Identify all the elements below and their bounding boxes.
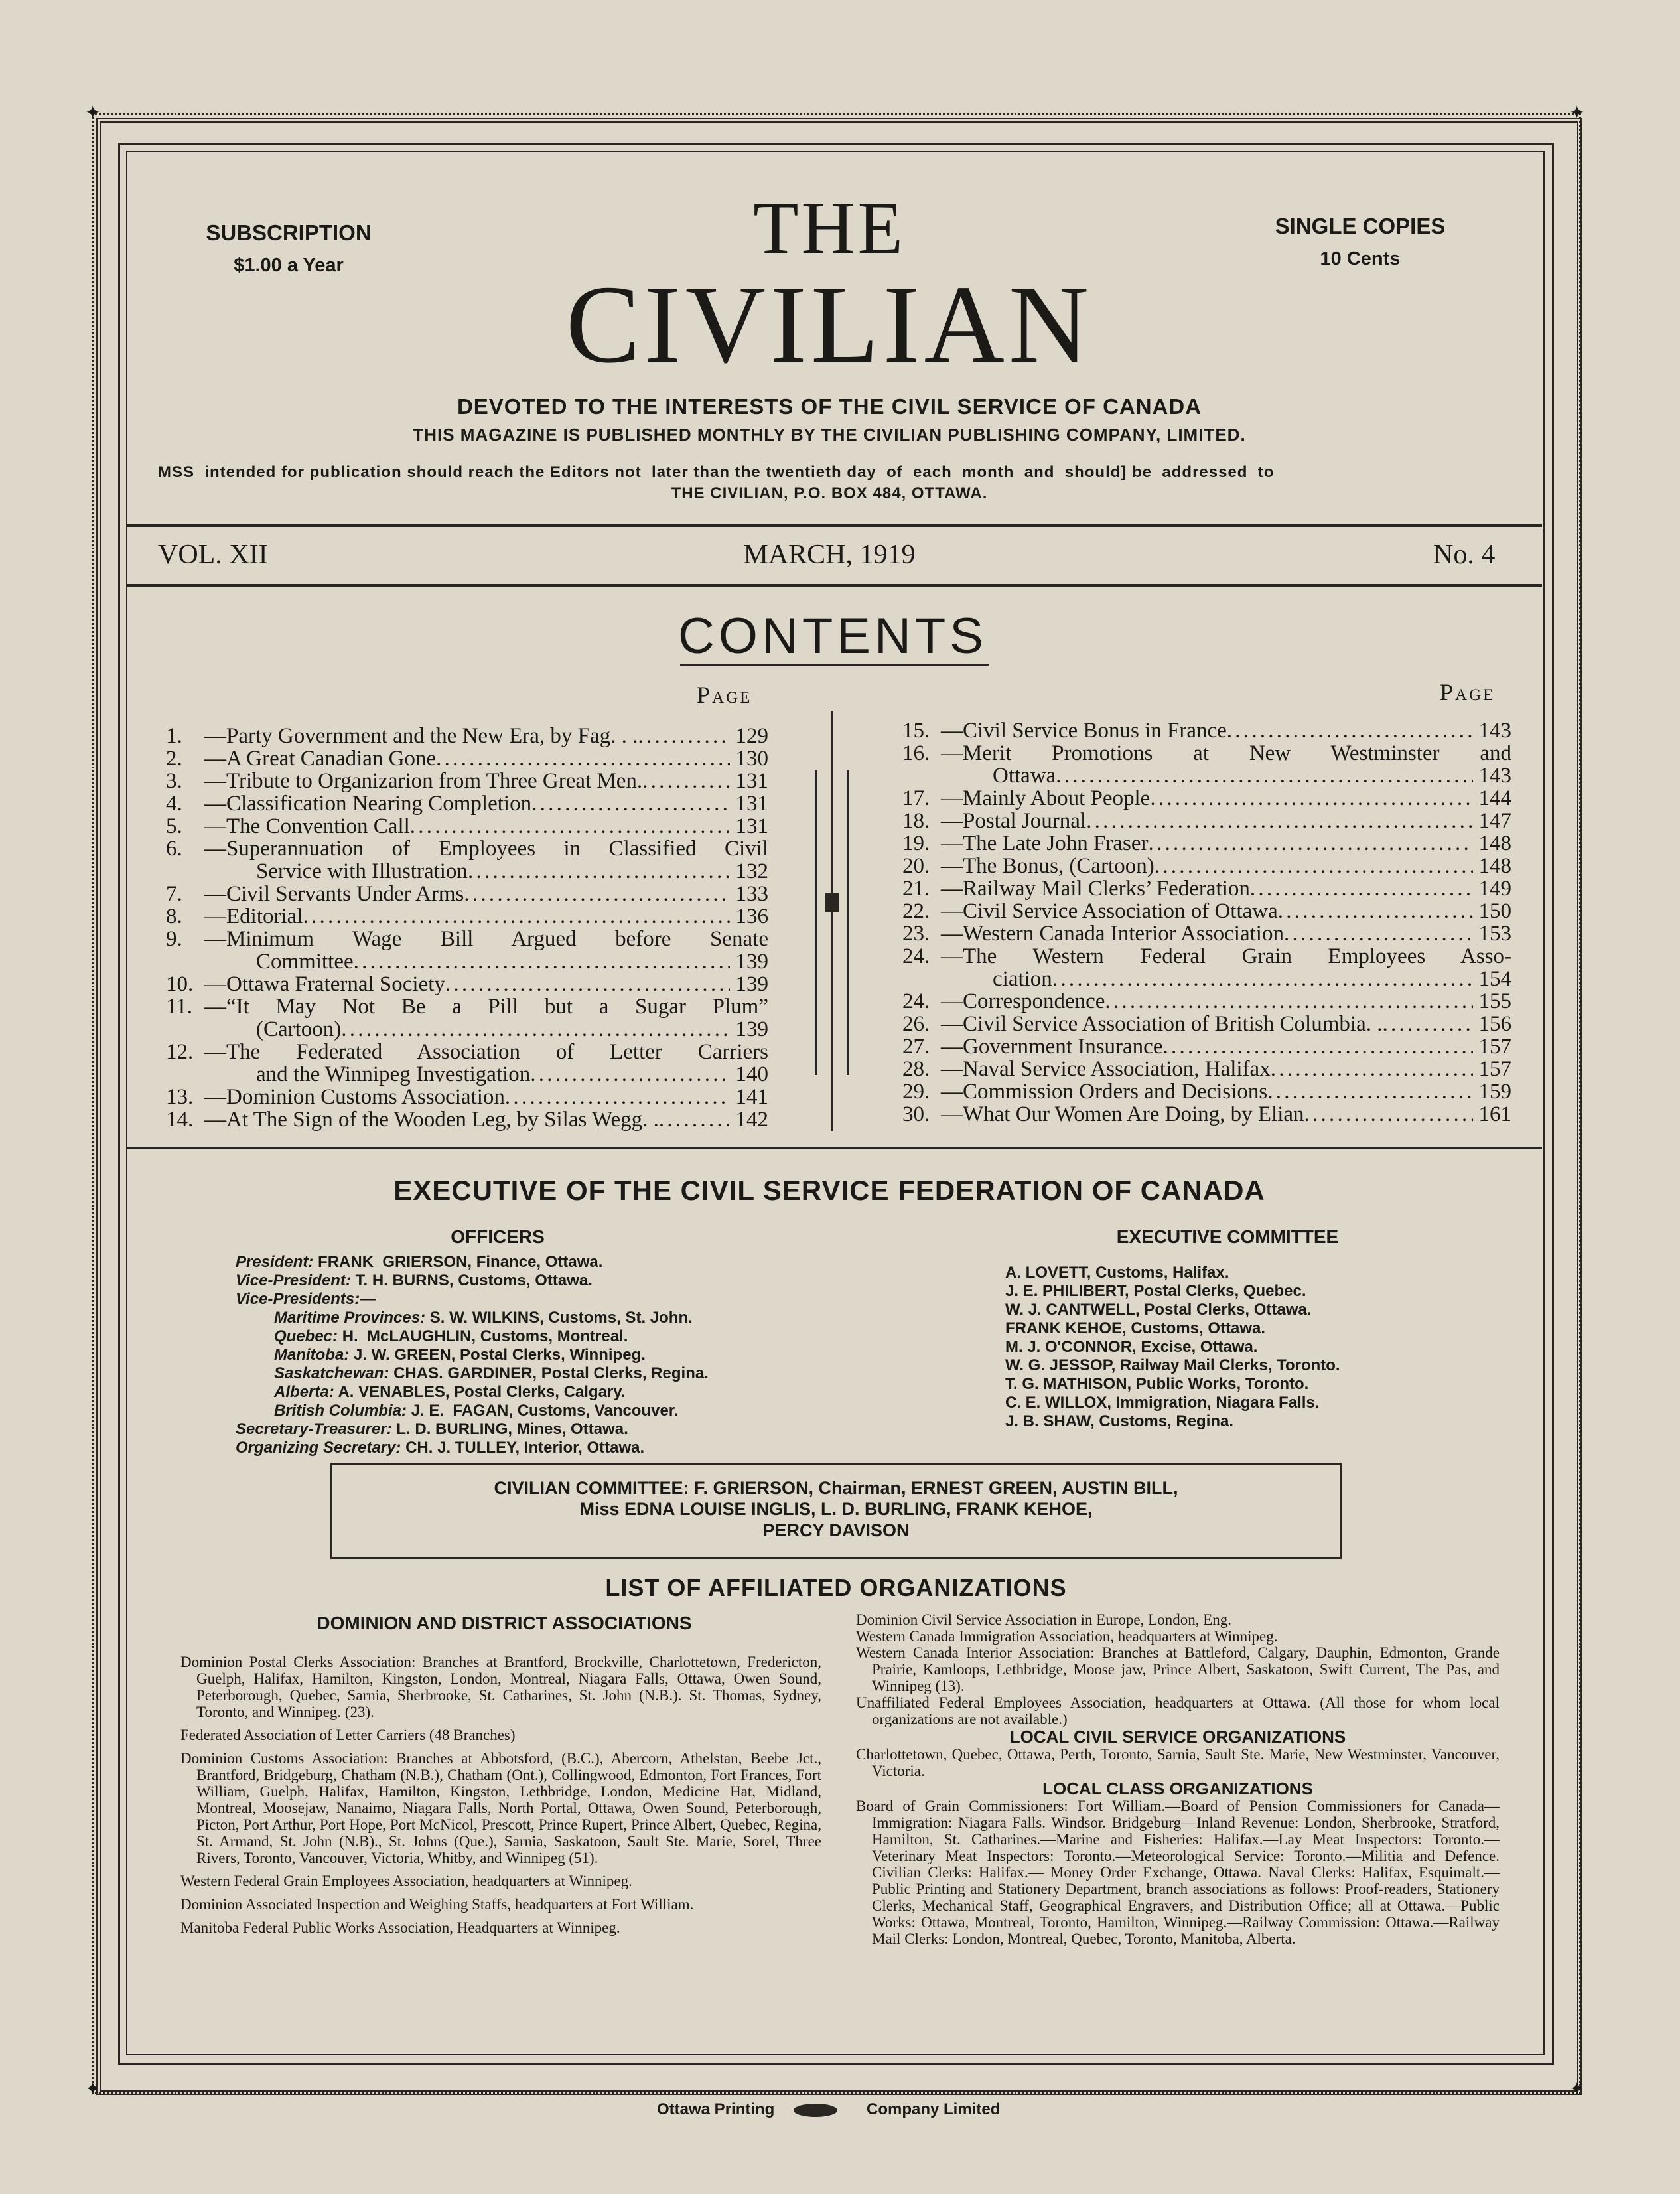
- contents-entry-page: 131: [735, 814, 768, 838]
- dominion-heading: DOMINION AND DISTRICT ASSOCIATIONS: [316, 1613, 692, 1633]
- contents-entry-title: —Civil Service Association of Ottawa: [941, 899, 1278, 923]
- officer-label: British Columbia:: [274, 1402, 407, 1420]
- divider: [126, 524, 1542, 527]
- leader-dots: [1227, 719, 1473, 742]
- leader-dots: [531, 792, 730, 815]
- civilian-committee-line: Miss EDNA LOUISE INGLIS, L. D. BURLING, FRANK KEHOE,: [579, 1499, 1093, 1519]
- contents-entry-title: —The Western Federal Grain Employees Asso-: [941, 944, 1511, 968]
- committee-member: M. J. O'CONNOR, Excise, Ottawa.: [1005, 1338, 1258, 1356]
- contents-entry: [166, 770, 768, 792]
- contents-entry: [902, 719, 1511, 742]
- contents-entry-number: 5.: [166, 814, 182, 838]
- executive-committee-list: [1005, 1264, 1509, 1431]
- masthead-title: CIVILIAN: [565, 263, 1093, 386]
- footer-left: Ottawa Printing: [657, 2100, 775, 2118]
- subscription-title: SUBSCRIPTION: [206, 220, 372, 245]
- leader-dots: [1149, 832, 1474, 855]
- leader-dots: [1250, 877, 1473, 900]
- contents-entry-title: —Naval Service Association, Halifax: [941, 1057, 1271, 1081]
- officer-value: T. H. BURNS, Customs, Ottawa.: [350, 1272, 593, 1289]
- committee-member: FRANK KEHOE, Customs, Ottawa.: [1005, 1319, 1266, 1337]
- officer-label: Quebec:: [274, 1327, 338, 1345]
- affiliated-entry: Dominion Civil Service Association in Europe, London, Eng.: [856, 1611, 1231, 1628]
- contents-entry-number: 6.: [166, 837, 182, 861]
- contents-entry-page: 140: [735, 1062, 768, 1086]
- affiliated-entry: Dominion Postal Clerks Association: Branches at Brantford, Brockville, Charlottetown, Fredericton, Guelph, Halifax, Hamilton, Kingston, London, Montreal, Niagara Falls, Ottawa, Owen Sound, Peterborough, Quebec, Sarnia, Sherbrooke, St. Catharines, St. John (N.B.). St. Thomas, Sydney, Toronto, and Winnipeg. (23).: [180, 1654, 821, 1720]
- page-label-left: Page: [697, 682, 752, 708]
- leader-dots: [642, 770, 730, 792]
- contents-entry-page: 149: [1478, 877, 1511, 901]
- officer-value: S. W. WILKINS, Customs, St. John.: [425, 1309, 693, 1327]
- executive-heading: EXECUTIVE OF THE CIVIL SERVICE FEDERATION OF CANADA: [393, 1175, 1265, 1206]
- contents-entry-number: 21.: [902, 877, 930, 901]
- contents-entry-number: 26.: [902, 1012, 930, 1036]
- contents-entry-title: —A Great Canadian Gone: [204, 747, 437, 770]
- contents-entry-number: 2.: [166, 747, 182, 770]
- contents-entry-title: —Merit Promotions at New Westminster and: [941, 741, 1511, 765]
- contents-left-column: [166, 725, 768, 1131]
- contents-underline: [680, 664, 989, 666]
- contents-entry: [166, 725, 768, 747]
- leader-dots: [505, 1086, 730, 1108]
- contents-entry: [902, 1035, 1511, 1058]
- contents-entry: [166, 950, 768, 973]
- leader-dots: [464, 883, 730, 905]
- contents-entry-title: —Railway Mail Clerks’ Federation: [941, 877, 1250, 901]
- contents-entry-number: 12.: [166, 1040, 194, 1064]
- contents-entry-number: 29.: [902, 1080, 930, 1104]
- committee-member: C. E. WILLOX, Immigration, Niagara Falls.: [1005, 1394, 1320, 1412]
- officers-heading: OFFICERS: [451, 1226, 545, 1247]
- contents-entry-title: —Civil Service Bonus in France: [941, 719, 1227, 743]
- leader-dots: [1105, 990, 1473, 1013]
- contents-entry: [902, 900, 1511, 922]
- subscription-price: $1.00 a Year: [234, 255, 344, 276]
- local-civil-heading: LOCAL CIVIL SERVICE ORGANIZATIONS: [1009, 1727, 1346, 1747]
- contents-entry-title: —Civil Servants Under Arms: [204, 882, 464, 906]
- volume: VOL. XII: [158, 540, 268, 570]
- affiliated-left-column: [180, 1654, 821, 1942]
- committee-member: A. LOVETT, Customs, Halifax.: [1005, 1264, 1229, 1281]
- contents-entry-number: 10.: [166, 972, 194, 996]
- officer-entry: [236, 1272, 886, 1290]
- contents-entry-title: —The Federated Association of Letter Carriers: [204, 1040, 768, 1064]
- contents-entry: [166, 995, 768, 1018]
- contents-entry-number: 27.: [902, 1035, 930, 1059]
- contents-entry-title: —Superannuation of Employees in Classified Civil: [204, 837, 768, 861]
- officer-entry: [236, 1364, 886, 1383]
- contents-entry-title: Ottawa: [993, 764, 1056, 788]
- contents-entry-title: —Minimum Wage Bill Argued before Senate: [204, 927, 768, 951]
- officer-label: President:: [236, 1253, 314, 1271]
- leader-dots: [468, 860, 730, 883]
- contents-entry: [902, 1103, 1511, 1126]
- contents-entry: [166, 1086, 768, 1108]
- corner-ornament-icon: ✦: [85, 103, 101, 123]
- contents-entry-page: 153: [1478, 922, 1511, 946]
- affiliated-entry: Western Federal Grain Employees Association, headquarters at Winnipeg.: [180, 1873, 632, 1889]
- leader-dots: [436, 747, 730, 770]
- contents-right-column: [902, 719, 1511, 1126]
- officer-value: H. McLAUGHLIN, Customs, Montreal.: [338, 1327, 628, 1345]
- affiliated-entry: Western Canada Interior Association: Branches at Battleford, Calgary, Dauphin, Edmonton, Grande Prairie, Kamloops, Lethbridge, Moose jaw, Prince Albert, Saskatoon, Swift Current, The Pas, and Winnipeg (13).: [856, 1645, 1500, 1694]
- contents-entry-number: 16.: [902, 741, 930, 765]
- officer-entry: [236, 1402, 886, 1420]
- contents-entry-page: 159: [1478, 1080, 1511, 1104]
- contents-entry-title: —Government Insurance: [941, 1035, 1163, 1059]
- subscription-block: [179, 220, 398, 277]
- officer-value: J. E. FAGAN, Customs, Vancouver.: [407, 1402, 679, 1420]
- leader-dots: [1284, 922, 1473, 945]
- contents-entry-title: (Cartoon): [256, 1017, 342, 1041]
- leader-dots: [1052, 968, 1473, 990]
- contents-entry-page: 143: [1478, 719, 1511, 743]
- footer-right: Company Limited: [867, 2100, 1001, 2118]
- contents-heading: CONTENTS: [678, 608, 987, 664]
- leader-dots: [659, 1108, 730, 1131]
- contents-entry: [902, 765, 1511, 787]
- contents-entry-title: Committee: [256, 950, 354, 974]
- contents-entry-page: 148: [1478, 832, 1511, 855]
- contents-entry: [166, 905, 768, 928]
- contents-entry-title: —Tribute to Organizarion from Three Great Men.: [204, 769, 643, 793]
- leader-dots: [354, 950, 730, 973]
- contents-entry-page: 150: [1478, 899, 1511, 923]
- leader-dots: [303, 905, 730, 928]
- center-rule: [847, 770, 849, 1075]
- contents-entry-title: Service with Illustration: [256, 859, 468, 883]
- affiliated-right-list: [856, 1611, 1500, 1727]
- contents-entry-page: 141: [735, 1085, 768, 1109]
- contents-entry: [166, 1108, 768, 1131]
- affiliated-entry: Manitoba Federal Public Works Association, Headquarters at Winnipeg.: [180, 1919, 620, 1936]
- contents-entry-page: 155: [1478, 989, 1511, 1013]
- contents-entry: [166, 1018, 768, 1041]
- affiliated-entry: Federated Association of Letter Carriers (48 Branches): [180, 1727, 516, 1743]
- contents-entry-number: 30.: [902, 1102, 930, 1126]
- leader-dots: [1162, 1035, 1473, 1058]
- contents-entry-number: 13.: [166, 1085, 194, 1109]
- contents-entry-number: 20.: [902, 854, 930, 878]
- contents-entry-page: 154: [1478, 967, 1511, 991]
- contents-entry-title: —Western Canada Interior Association: [941, 922, 1284, 946]
- contents-entry-page: 131: [735, 769, 768, 793]
- rule-ornament-icon: [825, 893, 839, 912]
- contents-entry-title: —Ottawa Fraternal Society: [204, 972, 445, 996]
- officer-label: Manitoba:: [274, 1346, 350, 1364]
- corner-ornament-icon: ✦: [1569, 103, 1585, 123]
- local-class-text: Board of Grain Commissioners: Fort William.—Board of Pension Commissioners for Canada—Immigration: Niagara Falls. Windsor. Bridgeburg—Inland Revenue: London, Sherbrooke, Stratford, Hamilton, St. Catharines.—Marine and Fisheries: Halifax.—Lay Meat Inspectors: Toronto.—Veterinary Meat Inspectors: Toronto.—Meteorological Service: Toronto.—Militia and Defence. Civilian Clerks: Halifax.— Money Order Exchange, Ottawa. Naval Clerks: Halifax, Esquimalt.—Public Printing and Stationery Department, branch associations as follows: Proof-readers, Stationery Clerks, Mechanical Staff, Geographical Engravers, and Distribution Office; all at Ottawa.—Public Works: Ottawa, Montreal, Toronto, Hamilton, Winnipeg.—Railway Commission: Ottawa.—Railway Mail Clerks: London, Montreal, Quebec, Toronto, Manitoba, Alberta.: [856, 1798, 1500, 1947]
- contents-entry: [902, 787, 1511, 810]
- civilian-committee-line: PERCY DAVISON: [762, 1520, 910, 1540]
- divider: [126, 1147, 1542, 1149]
- leader-dots: [1056, 765, 1473, 787]
- printer-mark-icon: [794, 2104, 837, 2117]
- contents-entry-number: 3.: [166, 769, 182, 793]
- contents-entry-title: —The Bonus, (Cartoon): [941, 854, 1155, 878]
- officer-entry: [236, 1290, 886, 1309]
- contents-entry-title: —The Late John Fraser: [941, 832, 1149, 855]
- leader-dots: [1271, 1058, 1473, 1080]
- contents-entry-page: 156: [1478, 1012, 1511, 1036]
- leader-dots: [1086, 810, 1473, 832]
- contents-entry-page: 144: [1478, 786, 1511, 810]
- leader-dots: [530, 1063, 730, 1086]
- officer-entry: [236, 1420, 886, 1439]
- leader-dots: [445, 973, 730, 995]
- address-line: THE CIVILIAN, P.O. BOX 484, OTTAWA.: [671, 484, 988, 502]
- contents-entry-page: 157: [1478, 1035, 1511, 1059]
- contents-entry-title: —Commission Orders and Decisions: [941, 1080, 1268, 1104]
- officers-list: [236, 1253, 886, 1457]
- civilian-committee-line: CIVILIAN COMMITTEE: F. GRIERSON, Chairman, ERNEST GREEN, AUSTIN BILL,: [494, 1478, 1178, 1498]
- contents-entry: [166, 1041, 768, 1063]
- leader-dots: [1267, 1080, 1473, 1103]
- leader-dots: [410, 815, 730, 838]
- page-label-right: Page: [1440, 679, 1496, 705]
- leader-dots: [1304, 1103, 1473, 1126]
- contents-entry-number: 9.: [166, 927, 182, 951]
- center-rule: [831, 711, 833, 1131]
- leader-dots: [1278, 900, 1473, 922]
- contents-entry: [166, 860, 768, 883]
- officer-entry: [236, 1439, 886, 1457]
- officer-entry: [236, 1383, 886, 1402]
- committee-member: W. G. JESSOP, Railway Mail Clerks, Toronto.: [1005, 1356, 1340, 1374]
- contents-entry: [902, 1013, 1511, 1035]
- local-class-heading: LOCAL CLASS ORGANIZATIONS: [1042, 1779, 1313, 1798]
- officer-label: Secretary-Treasurer:: [236, 1420, 392, 1438]
- contents-entry-title: —“It May Not Be a Pill but a Sugar Plum”: [204, 995, 768, 1019]
- affiliated-entry: Dominion Customs Association: Branches at Abbotsford, (B.C.), Abercorn, Athelstan, Beebe Jct., Brantford, Bridgeburg, Chatham (N.B.), Chatham (Ont.), Collingwood, Edmonton, Fort Frances, Fort William, Guelph, Halifax, Hamilton, Kingston, Lethbridge, London, Medicine Hat, Midland, Montreal, Moosejaw, Nanaimo, Niagara Falls, North Portal, Ottawa, Owen Sound, Peterborough, Picton, Port Arthur, Port Hope, Port McNicol, Prescott, Prince Rupert, Prince Albert, Quebec, Regina, St. Armand, St. John (N.B)., St. Johns (Que.), Sarnia, Saskatoon, Sault Ste. Marie, Sorel, Three Rivers, Toronto, Vancouver, Victoria, Whitby, and Winnipeg (51).: [180, 1750, 821, 1866]
- officer-value: FRANK GRIERSON, Finance, Ottawa.: [313, 1253, 603, 1271]
- local-civil-text: Charlottetown, Quebec, Ottawa, Perth, Toronto, Sarnia, Sault Ste. Marie, New Westminster, Vancouver, Victoria.: [856, 1746, 1500, 1779]
- contents-entry-title: —The Convention Call: [204, 814, 410, 838]
- contents-entry: [166, 973, 768, 995]
- leader-dots: [341, 1018, 730, 1041]
- contents-entry-number: 4.: [166, 792, 182, 816]
- contents-entry: [166, 792, 768, 815]
- contents-entry: [902, 922, 1511, 945]
- officer-label: Vice-President:: [236, 1272, 351, 1289]
- contents-entry: [902, 1058, 1511, 1080]
- contents-entry-title: —What Our Women Are Doing, by Elian: [941, 1102, 1304, 1126]
- officer-value: CHAS. GARDINER, Postal Clerks, Regina.: [389, 1364, 709, 1382]
- contents-entry-number: 24.: [902, 944, 930, 968]
- contents-entry: [902, 877, 1511, 900]
- leader-dots: [638, 725, 730, 747]
- contents-entry-title: —Party Government and the New Era, by Fag. . .: [204, 724, 638, 748]
- published-line: THIS MAGAZINE IS PUBLISHED MONTHLY BY THE CIVILIAN PUBLISHING COMPANY, LIMITED.: [413, 425, 1246, 445]
- divider: [126, 584, 1542, 587]
- contents-entry: [166, 815, 768, 838]
- committee-member: J. E. PHILIBERT, Postal Clerks, Quebec.: [1005, 1282, 1306, 1300]
- contents-entry-number: 22.: [902, 899, 930, 923]
- contents-entry-page: 130: [735, 747, 768, 770]
- officer-entry: [236, 1253, 886, 1272]
- contents-entry: [166, 883, 768, 905]
- officer-label: Maritime Provinces:: [274, 1309, 426, 1327]
- contents-entry-page: 136: [735, 905, 768, 928]
- contents-entry: [902, 832, 1511, 855]
- single-copies-title: SINGLE COPIES: [1275, 214, 1446, 238]
- affiliated-right-column: [856, 1611, 1500, 1947]
- affiliated-heading: LIST OF AFFILIATED ORGANIZATIONS: [605, 1574, 1067, 1601]
- contents-entry-title: —Civil Service Association of British Columbia. .: [941, 1012, 1383, 1036]
- contents-entry-title: —Mainly About People: [941, 786, 1151, 810]
- officer-label: Saskatchewan:: [274, 1364, 389, 1382]
- contents-entry-title: —Classification Nearing Completion: [204, 792, 532, 816]
- officer-value: L. D. BURLING, Mines, Ottawa.: [391, 1420, 628, 1438]
- contents-entry: [902, 945, 1511, 968]
- contents-entry-number: 17.: [902, 786, 930, 810]
- contents-entry-page: 139: [735, 972, 768, 996]
- officer-label: Vice-Presidents:—: [236, 1290, 376, 1308]
- contents-entry-page: 157: [1478, 1057, 1511, 1081]
- contents-entry: [166, 928, 768, 950]
- contents-entry-page: 129: [735, 724, 768, 748]
- contents-entry-page: 161: [1478, 1102, 1511, 1126]
- issue-number: No. 4: [1433, 540, 1496, 570]
- contents-entry: [902, 742, 1511, 765]
- officer-label: Alberta:: [274, 1383, 334, 1401]
- contents-entry-number: 28.: [902, 1057, 930, 1081]
- committee-member: T. G. MATHISON, Public Works, Toronto.: [1005, 1375, 1309, 1393]
- contents-entry-page: 132: [735, 859, 768, 883]
- contents-entry-number: 8.: [166, 905, 182, 928]
- contents-entry: [902, 855, 1511, 877]
- contents-entry: [166, 1063, 768, 1086]
- contents-entry: [902, 968, 1511, 990]
- contents-entry-number: 19.: [902, 832, 930, 855]
- single-copies-block: [1247, 214, 1473, 270]
- contents-entry-title: —Editorial: [204, 905, 303, 928]
- contents-entry-title: —Dominion Customs Association: [204, 1085, 505, 1109]
- officer-value: A. VENABLES, Postal Clerks, Calgary.: [334, 1383, 626, 1401]
- contents-entry-page: 148: [1478, 854, 1511, 878]
- affiliated-entry: Dominion Associated Inspection and Weighing Staffs, headquarters at Fort William.: [180, 1896, 694, 1913]
- contents-entry-page: 147: [1478, 809, 1511, 833]
- contents-entry-page: 131: [735, 792, 768, 816]
- contents-entry: [902, 810, 1511, 832]
- leader-dots: [1382, 1013, 1473, 1035]
- executive-committee-heading: EXECUTIVE COMMITTEE: [1116, 1226, 1339, 1247]
- committee-member: J. B. SHAW, Customs, Regina.: [1005, 1412, 1234, 1430]
- contents-entry: [902, 1080, 1511, 1103]
- affiliated-entry: Western Canada Immigration Association, headquarters at Winnipeg.: [856, 1628, 1278, 1645]
- single-copies-price: 10 Cents: [1320, 248, 1401, 269]
- devoted-line: DEVOTED TO THE INTERESTS OF THE CIVIL SERVICE OF CANADA: [456, 394, 1202, 419]
- center-rule: [815, 770, 817, 1075]
- affiliated-entry: Unaffiliated Federal Employees Association, headquarters at Ottawa. (All those for whom local organizations are not available.): [856, 1694, 1500, 1727]
- leader-dots: [1155, 855, 1473, 877]
- contents-entry-page: 142: [735, 1108, 768, 1132]
- contents-entry-page: 143: [1478, 764, 1511, 788]
- officer-entry: [236, 1309, 886, 1327]
- contents-entry: [902, 990, 1511, 1013]
- officer-value: CH. J. TULLEY, Interior, Ottawa.: [401, 1439, 645, 1457]
- contents-entry-title: and the Winnipeg Investigation: [256, 1062, 531, 1086]
- contents-entry-number: 7.: [166, 882, 182, 906]
- corner-ornament-icon: ✦: [1569, 2079, 1585, 2100]
- contents-entry-title: —At The Sign of the Wooden Leg, by Silas Wegg. .: [204, 1108, 659, 1132]
- corner-ornament-icon: ✦: [85, 2079, 101, 2100]
- leader-dots: [1150, 787, 1473, 810]
- contents-entry-title: ciation: [993, 967, 1052, 991]
- contents-entry-number: 18.: [902, 809, 930, 833]
- officer-entry: [236, 1327, 886, 1346]
- contents-entry: [166, 838, 768, 860]
- contents-entry-title: —Postal Journal: [941, 809, 1087, 833]
- contents-entry-page: 139: [735, 950, 768, 974]
- mss-line: MSS intended for publication should reach the Editors not later than the twentieth day of each month and should] be addressed to: [158, 463, 1275, 481]
- contents-entry-number: 23.: [902, 922, 930, 946]
- contents-entry-page: 139: [735, 1017, 768, 1041]
- officer-value: J. W. GREEN, Postal Clerks, Winnipeg.: [349, 1346, 646, 1364]
- officer-label: Organizing Secretary:: [236, 1439, 401, 1457]
- contents-entry-number: 11.: [166, 995, 193, 1019]
- contents-entry: [166, 747, 768, 770]
- committee-member: W. J. CANTWELL, Postal Clerks, Ottawa.: [1005, 1301, 1312, 1319]
- officer-entry: [236, 1346, 886, 1364]
- contents-entry-page: 133: [735, 882, 768, 906]
- masthead-the: THE: [753, 187, 906, 269]
- contents-entry-number: 1.: [166, 724, 182, 748]
- contents-entry-number: 24.: [902, 989, 930, 1013]
- contents-entry-number: 15.: [902, 719, 930, 743]
- contents-entry-number: 14.: [166, 1108, 194, 1132]
- contents-entry-title: —Correspondence: [941, 989, 1105, 1013]
- civilian-committee: [345, 1477, 1327, 1541]
- issue-date: MARCH, 1919: [743, 540, 916, 570]
